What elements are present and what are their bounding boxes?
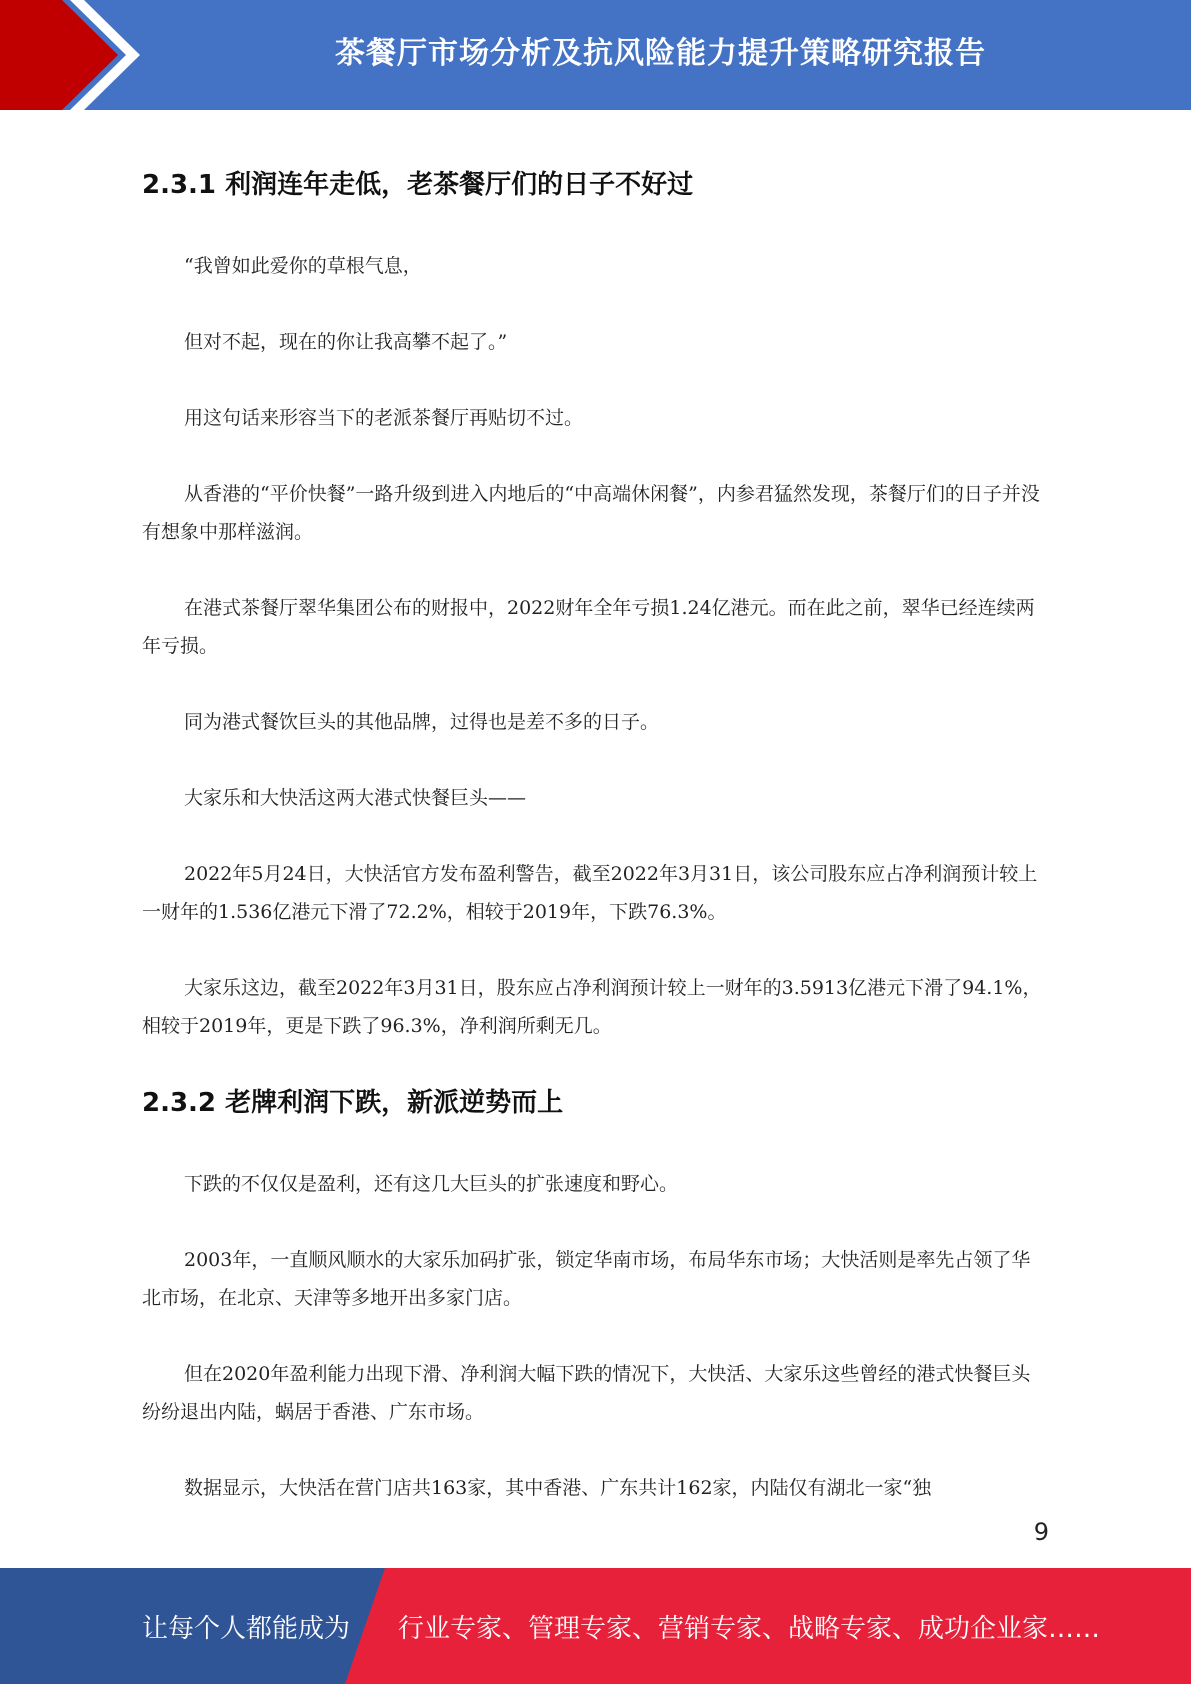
- paragraph: 但在2020年盈利能力出现下滑、净利润大幅下跌的情况下，大快活、大家乐这些曾经的港式快餐巨头纷纷退出内陆，蜗居于香港、广东市场。: [142, 1363, 1031, 1423]
- footer-slogan-right: 行业专家、管理专家、营销专家、战略专家、成功企业家……: [398, 1613, 1101, 1644]
- header-bar: [0, 0, 1191, 110]
- footer-bar: [0, 1568, 1191, 1684]
- paragraph: 用这句话来形容当下的老派茶餐厅再贴切不过。: [184, 407, 584, 429]
- paragraph: 大家乐和大快活这两大港式快餐巨头——: [184, 787, 527, 809]
- paragraph: 但对不起，现在的你让我高攀不起了。”: [184, 331, 508, 353]
- paragraph: 下跌的不仅仅是盈利，还有这几大巨头的扩张速度和野心。: [184, 1173, 679, 1195]
- footer-slogan-left: 让每个人都能成为: [142, 1613, 351, 1644]
- paragraph: 大家乐这边，截至2022年3月31日，股东应占净利润预计较上一财年的3.5913亿港元下滑了94.1%，相较于2019年，更是下跌了96.3%，净利润所剩无几。: [142, 977, 1042, 1037]
- paragraph: “我曾如此爱你的草根气息，: [184, 255, 422, 277]
- page-content: [142, 145, 1047, 1545]
- paragraph: 2003年，一直顺风顺水的大家乐加码扩张，锁定华南市场，布局华东市场；大快活则是率先占领了华北市场，在北京、天津等多地开出多家门店。: [142, 1249, 1031, 1309]
- section-heading: 2.3.1 利润连年走低，老茶餐厅们的日子不好过: [142, 170, 694, 200]
- paragraph: 从香港的“平价快餐”一路升级到进入内地后的“中高端休闲餐”，内参君猛然发现，茶餐厅们的日子并没有想象中那样滋润。: [142, 483, 1040, 543]
- red-chevron-icon: [0, 0, 160, 110]
- paragraph: 2022年5月24日，大快活官方发布盈利警告，截至2022年3月31日，该公司股东应占净利润预计较上一财年的1.536亿港元下滑了72.2%，相较于2019年，下跌76.3%。: [142, 863, 1038, 923]
- paragraph: 数据显示，大快活在营门店共163家，其中香港、广东共计162家，内陆仅有湖北一家“独: [184, 1477, 932, 1499]
- page-number: 9: [1033, 1518, 1049, 1546]
- section-heading: 2.3.2 老牌利润下跌，新派逆势而上: [142, 1088, 564, 1118]
- paragraph: 同为港式餐饮巨头的其他品牌，过得也是差不多的日子。: [184, 711, 660, 733]
- paragraph: 在港式茶餐厅翠华集团公布的财报中，2022财年全年亏损1.24亿港元。而在此之前，翠华已经连续两年亏损。: [142, 597, 1035, 657]
- report-title: 茶餐厅市场分析及抗风险能力提升策略研究报告: [335, 36, 986, 71]
